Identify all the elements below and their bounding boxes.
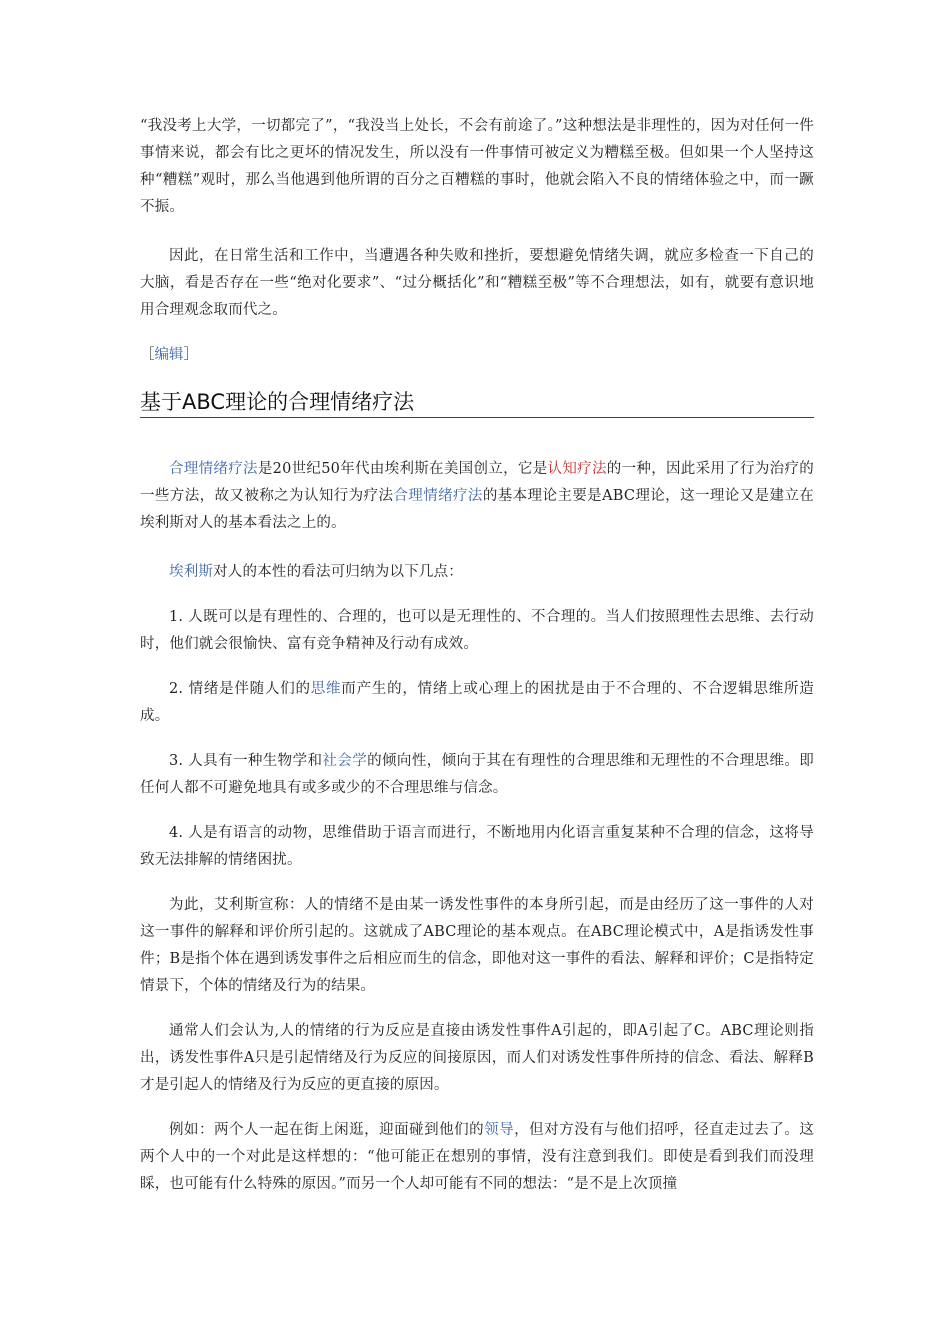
paragraph-intro [140, 456, 814, 537]
paragraph-conclusion: 因此，在日常生活和工作中，当遭遇各种失败和挫折，要想避免情绪失调，就应多检查一下自己的大脑，看是否存在一些“绝对化要求”、“过分概括化”和“糟糕至极”等不合理想法，如有，就要有意识地用合理观念取而代之。 [140, 248, 814, 318]
intro-text-1: 是20世纪50年代由埃利斯在美国创立，它是 [257, 461, 548, 477]
paragraph-ellis-view [140, 559, 814, 586]
ellis-view-text: 对人的本性的看法可归纳为以下几点： [213, 564, 464, 580]
edit-link[interactable]: 编辑 [154, 347, 184, 363]
link-thinking[interactable]: 思维 [310, 681, 342, 697]
example-text-pre: 例如：两个人一起在街上闲逛，迎面碰到他们的 [169, 1122, 485, 1138]
point-3-text-post: 的倾向性，倾向于其在有理性的合理思维和无理性的不合理思维。即任何人都不可避免地具有或多或少的不合理思维与信念。 [140, 753, 815, 796]
point-1: 1. 人既可以是有理性的、合理的，也可以是无理性的、不合理的。当人们按照理性去思维、去行动时，他们就会很愉快、富有竞争精神及行动有成效。 [140, 609, 814, 652]
link-rational-emotive-therapy[interactable]: 合理情绪疗法 [169, 461, 258, 477]
link-sociology[interactable]: 社会学 [322, 753, 368, 769]
section-heading: 基于ABC理论的合理情绪疗法 [140, 387, 814, 418]
link-rational-emotive-therapy-2[interactable]: 合理情绪疗法 [393, 488, 483, 504]
link-ellis[interactable]: 埃利斯 [169, 564, 214, 580]
point-2 [140, 676, 814, 730]
paragraph-abc-definition: 为此，艾利斯宣称：人的情绪不是由某一诱发性事件的本身所引起，而是由经历了这一事件的人对这一事件的解释和评价所引起的。这就成了ABC理论的基本观点。在ABC理论模式中，A是指诱发性事件；B是指个体在遇到诱发事件之后相应而生的信念，即他对这一事件的看法、解释和评价；C是指特定情景下，个体的情绪及行为的结果。 [140, 897, 814, 994]
edit-bracket-open: ［ [140, 347, 155, 363]
document-page [140, 113, 814, 1198]
paragraph-example [140, 1117, 814, 1198]
point-2-text-post: 而产生的，情绪上或心理上的困扰是由于不合理的、不合逻辑思维所造成。 [140, 681, 814, 724]
paragraph-abc-explanation: 通常人们会认为,人的情绪的行为反应是直接由诱发性事件A引起的，即A引起了C。ABC理论则指出，诱发性事件A只是引起情绪及行为反应的间接原因，而人们对诱发性事件所持的信念、看法、解释B才是引起人的情绪及行为反应的更直接的原因。 [140, 1023, 814, 1093]
intro-text-3: 的基本理论主要是ABC理论，这一理论又是建立在埃利斯对人的基本看法之上的。 [140, 488, 815, 531]
link-cognitive-therapy[interactable]: 认知疗法 [547, 461, 607, 477]
paragraph-catastrophizing: “我没考上大学，一切都完了”，“我没当上处长，不会有前途了。”这种想法是非理性的，因为对任何一件事情来说，都会有比之更坏的情况发生，所以没有一件事情可被定义为糟糕至极。但如果一个人坚持这种“糟糕”观时，那么当他遇到他所谓的百分之百糟糕的事时，他就会陷入不良的情绪体验之中，而一蹶不振。 [140, 118, 814, 215]
point-3-text-pre: 3. 人具有一种生物学和 [169, 753, 323, 769]
example-text-post: ，但对方没有与他们招呼，径直走过去了。这两个人中的一个对此是这样想的：“他可能正在想别的事情，没有注意到我们。即使是看到我们而没理睬，也可能有什么特殊的原因。”而另一个人却可能有不同的想法：“是不是上次顶撞 [140, 1122, 815, 1192]
intro-text-2: 的一种，因此采用了行为治疗的一些方法，故又被称之为认知行为疗法 [140, 461, 814, 504]
point-2-text-pre: 2. 情绪是伴随人们的 [169, 681, 311, 697]
point-4: 4. 人是有语言的动物，思维借助于语言而进行，不断地用内化语言重复某种不合理的信念，这将导致无法排解的情绪困扰。 [140, 825, 814, 868]
edit-bracket-close: ］ [183, 347, 198, 363]
point-3 [140, 748, 814, 802]
edit-section [140, 342, 814, 369]
link-leader[interactable]: 领导 [484, 1122, 515, 1138]
